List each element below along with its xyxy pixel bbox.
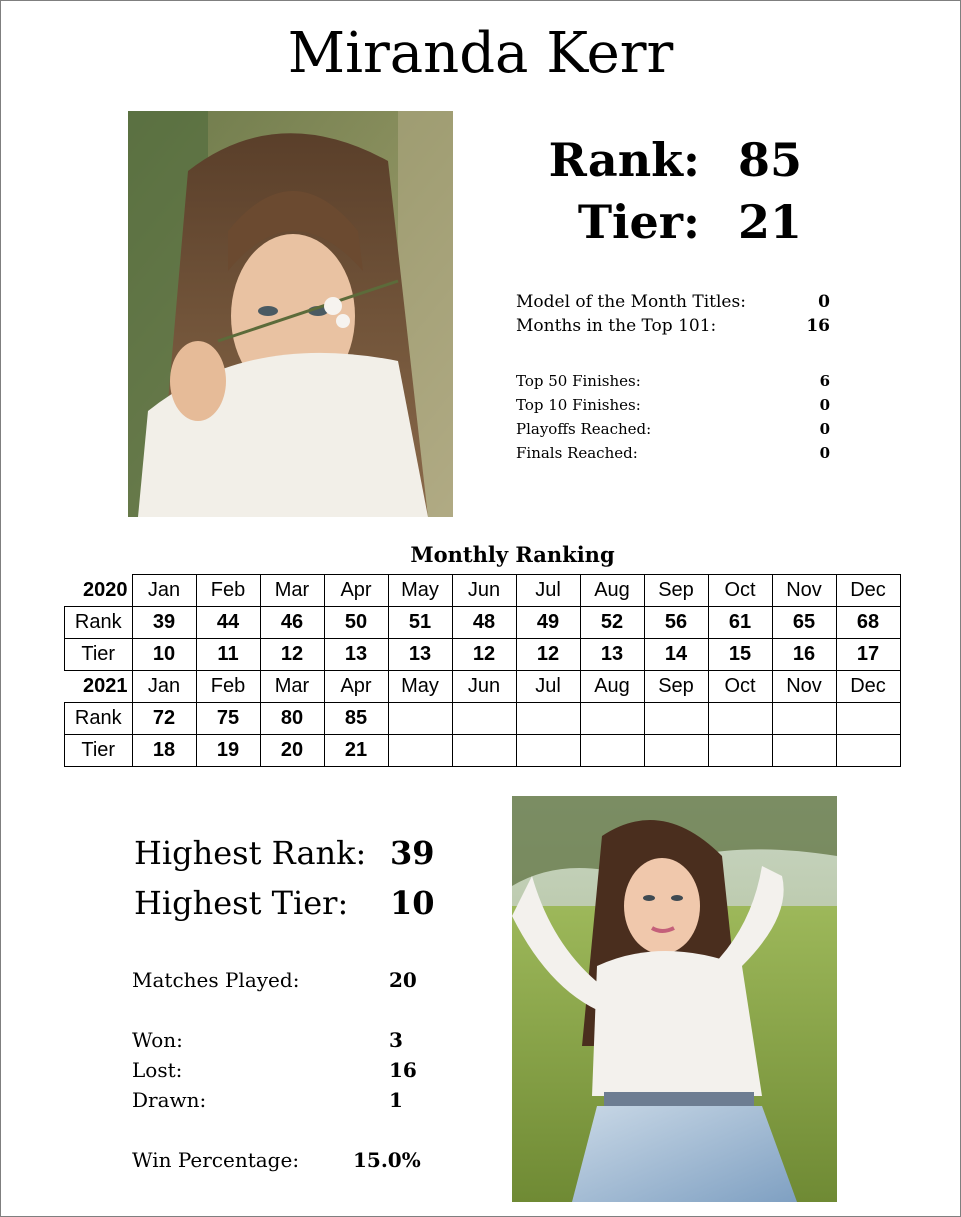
finals-value: 0 bbox=[819, 444, 830, 462]
rank-row-label: Rank bbox=[65, 703, 133, 735]
highest-tier-value: 10 bbox=[390, 884, 435, 922]
months-top-row bbox=[516, 314, 830, 338]
tier-cell bbox=[644, 735, 708, 767]
rank-cell bbox=[452, 703, 516, 735]
rank-cell: 39 bbox=[132, 607, 196, 639]
top50-label: Top 50 Finishes: bbox=[516, 372, 641, 390]
rank-cell bbox=[516, 703, 580, 735]
highest-rank-row bbox=[134, 833, 434, 873]
win-pct-value: 15.0% bbox=[353, 1148, 421, 1172]
month-header: Dec bbox=[836, 575, 900, 607]
playoffs-value: 0 bbox=[819, 420, 830, 438]
month-header: Jan bbox=[132, 575, 196, 607]
won-row bbox=[132, 1025, 432, 1055]
tier-cell bbox=[452, 735, 516, 767]
month-header: Jan bbox=[132, 671, 196, 703]
tier-row-label: Tier bbox=[65, 639, 133, 671]
tier-cell: 13 bbox=[580, 639, 644, 671]
titles-row bbox=[516, 290, 830, 314]
matches-played-label: Matches Played: bbox=[132, 968, 300, 992]
table-row-tier bbox=[65, 735, 901, 767]
rank-cell bbox=[644, 703, 708, 735]
matches-played-value: 20 bbox=[389, 968, 417, 992]
rank-row-label: Rank bbox=[65, 607, 133, 639]
rank-cell: 85 bbox=[324, 703, 388, 735]
month-header: Apr bbox=[324, 575, 388, 607]
drawn-label: Drawn: bbox=[132, 1088, 207, 1112]
rank-cell: 48 bbox=[452, 607, 516, 639]
rank-cell: 56 bbox=[644, 607, 708, 639]
drawn-row bbox=[132, 1085, 432, 1115]
top50-row bbox=[516, 370, 830, 392]
rank-cell bbox=[388, 703, 452, 735]
lost-value: 16 bbox=[389, 1058, 417, 1082]
tier-cell: 14 bbox=[644, 639, 708, 671]
titles-label: Model of the Month Titles: bbox=[516, 292, 746, 312]
tier-value: 21 bbox=[738, 195, 803, 249]
table-row-months bbox=[65, 575, 901, 607]
rank-cell: 51 bbox=[388, 607, 452, 639]
tier-cell: 18 bbox=[132, 735, 196, 767]
tier-cell: 17 bbox=[836, 639, 900, 671]
month-header: Jun bbox=[452, 575, 516, 607]
month-header: Sep bbox=[644, 671, 708, 703]
month-header: Feb bbox=[196, 671, 260, 703]
month-header: Dec bbox=[836, 671, 900, 703]
lost-label: Lost: bbox=[132, 1058, 183, 1082]
tier-cell: 11 bbox=[196, 639, 260, 671]
top10-row bbox=[516, 394, 830, 416]
drawn-value: 1 bbox=[389, 1088, 403, 1112]
tier-cell: 13 bbox=[388, 639, 452, 671]
rank-cell: 52 bbox=[580, 607, 644, 639]
tier-cell: 16 bbox=[772, 639, 836, 671]
table-row-rank bbox=[65, 607, 901, 639]
finals-label: Finals Reached: bbox=[516, 444, 638, 462]
month-header: Oct bbox=[708, 575, 772, 607]
rank-cell: 46 bbox=[260, 607, 324, 639]
finals-row bbox=[516, 442, 830, 464]
month-header: Sep bbox=[644, 575, 708, 607]
tier-stat bbox=[500, 194, 700, 250]
top10-value: 0 bbox=[819, 396, 830, 414]
tier-cell: 19 bbox=[196, 735, 260, 767]
tier-cell bbox=[708, 735, 772, 767]
month-header: Nov bbox=[772, 671, 836, 703]
rank-cell: 61 bbox=[708, 607, 772, 639]
tier-row-label: Tier bbox=[65, 735, 133, 767]
monthly-ranking-table bbox=[64, 574, 901, 767]
rank-cell bbox=[708, 703, 772, 735]
rank-cell: 50 bbox=[324, 607, 388, 639]
rank-cell bbox=[772, 703, 836, 735]
page-title: Miranda Kerr bbox=[287, 21, 674, 86]
tier-cell bbox=[836, 735, 900, 767]
month-header: Feb bbox=[196, 575, 260, 607]
rank-cell: 68 bbox=[836, 607, 900, 639]
rank-stat bbox=[500, 132, 700, 188]
month-header: Mar bbox=[260, 671, 324, 703]
titles-value: 0 bbox=[818, 292, 830, 312]
tier-cell bbox=[580, 735, 644, 767]
monthly-ranking-title: Monthly Ranking bbox=[410, 542, 615, 567]
month-header: Aug bbox=[580, 575, 644, 607]
rank-cell: 72 bbox=[132, 703, 196, 735]
rank-cell bbox=[580, 703, 644, 735]
months-top-value: 16 bbox=[806, 316, 830, 336]
month-header: Oct bbox=[708, 671, 772, 703]
rank-cell: 65 bbox=[772, 607, 836, 639]
tier-cell bbox=[388, 735, 452, 767]
tier-cell: 12 bbox=[452, 639, 516, 671]
won-value: 3 bbox=[389, 1028, 403, 1052]
highest-tier-label: Highest Tier: bbox=[134, 884, 349, 922]
tier-cell bbox=[772, 735, 836, 767]
lost-row bbox=[132, 1055, 432, 1085]
top10-label: Top 10 Finishes: bbox=[516, 396, 641, 414]
month-header: Aug bbox=[580, 671, 644, 703]
month-header: Mar bbox=[260, 575, 324, 607]
month-header: Jul bbox=[516, 671, 580, 703]
rank-cell: 80 bbox=[260, 703, 324, 735]
tier-cell: 13 bbox=[324, 639, 388, 671]
table-row-months bbox=[65, 671, 901, 703]
table-row-rank bbox=[65, 703, 901, 735]
table-row-tier bbox=[65, 639, 901, 671]
rank-label: Rank: bbox=[548, 133, 700, 187]
highest-tier-row bbox=[134, 883, 434, 923]
top50-value: 6 bbox=[819, 372, 830, 390]
playoffs-row bbox=[516, 418, 830, 440]
rank-cell bbox=[836, 703, 900, 735]
playoffs-label: Playoffs Reached: bbox=[516, 420, 652, 438]
highest-rank-label: Highest Rank: bbox=[134, 834, 367, 872]
year-label: 2020 bbox=[83, 578, 128, 601]
month-header: May bbox=[388, 671, 452, 703]
tier-cell: 15 bbox=[708, 639, 772, 671]
month-header: Jun bbox=[452, 671, 516, 703]
tier-cell: 10 bbox=[132, 639, 196, 671]
tier-cell: 21 bbox=[324, 735, 388, 767]
year-label: 2021 bbox=[83, 675, 128, 697]
month-header: May bbox=[388, 575, 452, 607]
tier-cell: 12 bbox=[260, 639, 324, 671]
rank-value: 85 bbox=[738, 133, 803, 187]
portrait-photo-top bbox=[128, 111, 453, 517]
months-top-label: Months in the Top 101: bbox=[516, 316, 717, 336]
rank-cell: 75 bbox=[196, 703, 260, 735]
tier-label: Tier: bbox=[577, 195, 700, 249]
tier-cell: 20 bbox=[260, 735, 324, 767]
rank-cell: 49 bbox=[516, 607, 580, 639]
matches-played-row bbox=[132, 965, 432, 995]
rank-value-box bbox=[738, 132, 838, 188]
month-header: Jul bbox=[516, 575, 580, 607]
win-pct-row bbox=[132, 1145, 432, 1175]
tier-cell: 12 bbox=[516, 639, 580, 671]
won-label: Won: bbox=[132, 1028, 183, 1052]
portrait-photo-bottom bbox=[512, 796, 837, 1202]
month-header: Apr bbox=[324, 671, 388, 703]
highest-rank-value: 39 bbox=[390, 834, 435, 872]
tier-value-box bbox=[738, 194, 838, 250]
month-header: Nov bbox=[772, 575, 836, 607]
tier-cell bbox=[516, 735, 580, 767]
win-pct-label: Win Percentage: bbox=[132, 1148, 300, 1172]
rank-cell: 44 bbox=[196, 607, 260, 639]
